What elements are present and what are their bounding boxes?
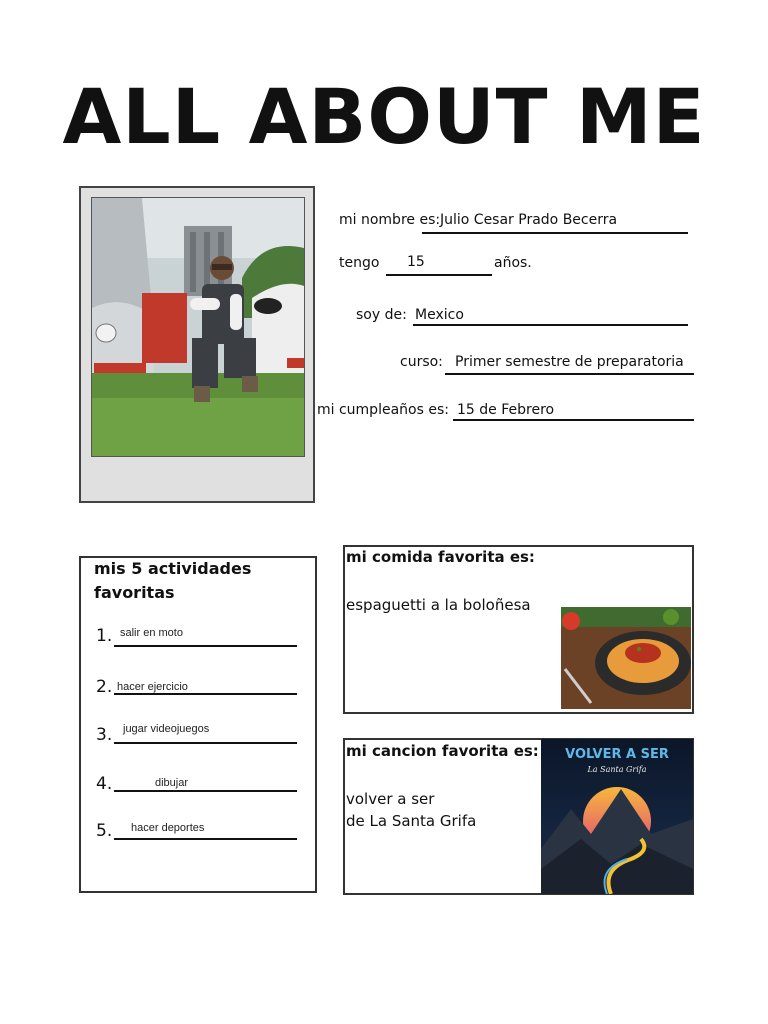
activity-value: jugar videojuegos xyxy=(123,723,210,735)
activity-underline xyxy=(114,693,297,695)
album-cover-artist: La Santa Grifa xyxy=(587,765,647,774)
profile-photo xyxy=(91,197,305,457)
from-value: Mexico xyxy=(415,307,464,323)
from-label: soy de: xyxy=(356,307,407,323)
page-title: ALL ABOUT ME xyxy=(62,72,706,161)
activity-number: 3. xyxy=(96,725,113,745)
activity-value: hacer deportes xyxy=(131,822,205,834)
activities-title-line1: mis 5 actividades xyxy=(94,559,252,578)
birthday-value: 15 de Febrero xyxy=(457,402,555,418)
course-underline xyxy=(445,373,694,375)
profile-photo-illustration xyxy=(92,198,304,456)
activity-number: 5. xyxy=(96,821,113,841)
album-cover xyxy=(541,739,693,894)
age-label: tengo xyxy=(339,255,380,271)
activities-title-line2: favoritas xyxy=(94,583,175,602)
age-underline xyxy=(386,274,492,276)
activity-value: salir en moto xyxy=(120,627,183,639)
activity-number: 2. xyxy=(96,677,113,697)
birthday-label: mi cumpleaños es: xyxy=(317,402,449,418)
activity-number: 1. xyxy=(96,626,113,646)
activity-value: dibujar xyxy=(155,777,189,789)
food-image xyxy=(561,607,691,709)
food-label: mi comida favorita es: xyxy=(346,548,535,566)
song-title: volver a ser xyxy=(346,790,435,808)
name-label: mi nombre es: xyxy=(339,212,441,228)
name-underline xyxy=(422,232,688,234)
spaghetti-illustration xyxy=(561,607,691,709)
course-value: Primer semestre de preparatoria xyxy=(455,354,684,370)
activity-value: hacer ejercicio xyxy=(117,681,188,693)
age-suffix: años. xyxy=(494,255,532,271)
name-value: Julio Cesar Prado Becerra xyxy=(440,212,618,228)
birthday-underline xyxy=(453,419,694,421)
age-value: 15 xyxy=(407,254,425,270)
activity-underline xyxy=(114,742,297,744)
course-label: curso: xyxy=(400,354,443,370)
album-cover-illustration xyxy=(541,739,693,894)
from-underline xyxy=(413,324,688,326)
activity-underline xyxy=(114,790,297,792)
activity-number: 4. xyxy=(96,774,113,794)
activity-underline xyxy=(114,645,297,647)
song-artist: de La Santa Grifa xyxy=(346,812,477,830)
album-cover-title: VOLVER A SER xyxy=(565,747,669,762)
song-label: mi cancion favorita es: xyxy=(346,742,539,760)
food-value: espaguetti a la boloñesa xyxy=(346,596,531,614)
activity-underline xyxy=(114,838,297,840)
